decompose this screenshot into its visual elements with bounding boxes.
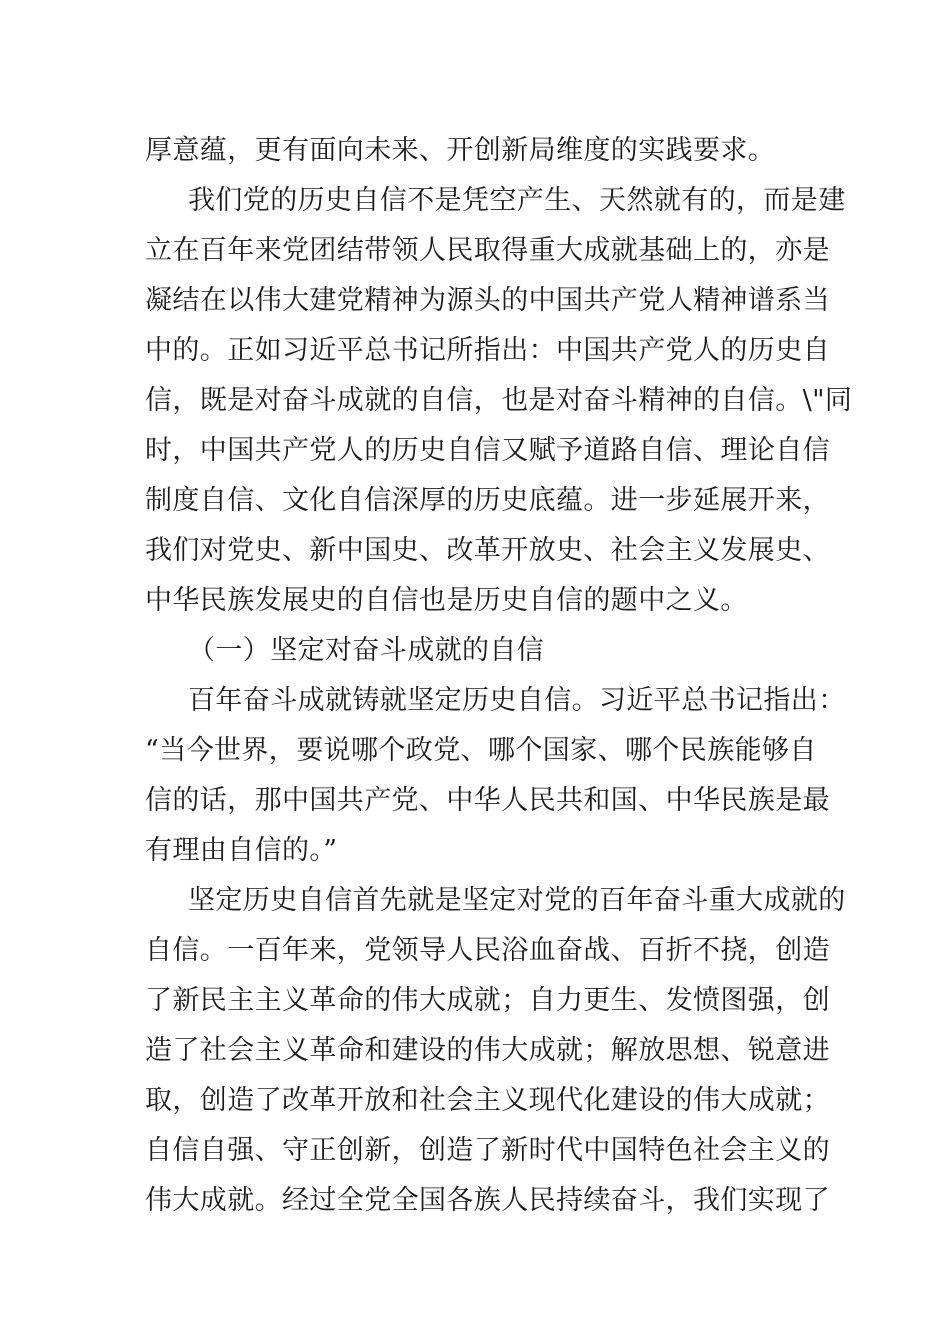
text-line: 了新民主主义革命的伟大成就；自力更生、发愤图强，创 bbox=[145, 985, 830, 1016]
document-body bbox=[145, 126, 853, 1226]
text-line: 时，中国共产党人的历史自信又赋予道路自信、理论自信 bbox=[145, 435, 830, 466]
text-line: 中华民族发展史的自信也是历史自信的题中之义。 bbox=[145, 585, 748, 616]
text-line: 我们对党史、新中国史、改革开放史、社会主义发展史、 bbox=[145, 535, 830, 566]
quote-line: 信的话，那中国共产党、中华人民共和国、中华民族是最 bbox=[145, 785, 830, 816]
text-line: 信，既是对奋斗成就的自信，也是对奋斗精神的自信。\"同 bbox=[145, 385, 853, 416]
paragraph-start-line: 我们党的历史自信不是凭空产生、天然就有的，而是建 bbox=[188, 185, 846, 216]
text-line: 立在百年来党团结带领人民取得重大成就基础上的，亦是 bbox=[145, 235, 830, 266]
quote-line: “当今世界，要说哪个政党、哪个国家、哪个民族能够自 bbox=[145, 735, 817, 766]
text-line: 取，创造了改革开放和社会主义现代化建设的伟大成就； bbox=[145, 1085, 830, 1116]
text-line: 凝结在以伟大建党精神为源头的中国共产党人精神谱系当 bbox=[145, 285, 830, 316]
text-line: 中的。正如习近平总书记所指出：中国共产党人的历史自 bbox=[145, 335, 830, 366]
text-line: 伟大成就。经过全党全国各族人民持续奋斗，我们实现了 bbox=[145, 1185, 830, 1216]
text-line: 自信。一百年来，党领导人民浴血奋战、百折不挠，创造 bbox=[145, 935, 830, 966]
section-heading: （一）坚定对奋斗成就的自信 bbox=[188, 635, 545, 666]
text-line: 厚意蕴，更有面向未来、开创新局维度的实践要求。 bbox=[145, 135, 776, 166]
text-line: 自信自强、守正创新，创造了新时代中国特色社会主义的 bbox=[145, 1135, 830, 1166]
paragraph-start-line: 坚定历史自信首先就是坚定对党的百年奋斗重大成就的 bbox=[188, 885, 846, 916]
text-line: 造了社会主义革命和建设的伟大成就；解放思想、锐意进 bbox=[145, 1035, 830, 1066]
text-line: 制度自信、文化自信深厚的历史底蕴。进一步延展开来， bbox=[145, 485, 830, 516]
paragraph-start-line: 百年奋斗成就铸就坚定历史自信。习近平总书记指出： bbox=[188, 685, 846, 716]
quote-line: 有理由自信的。” bbox=[145, 835, 338, 866]
